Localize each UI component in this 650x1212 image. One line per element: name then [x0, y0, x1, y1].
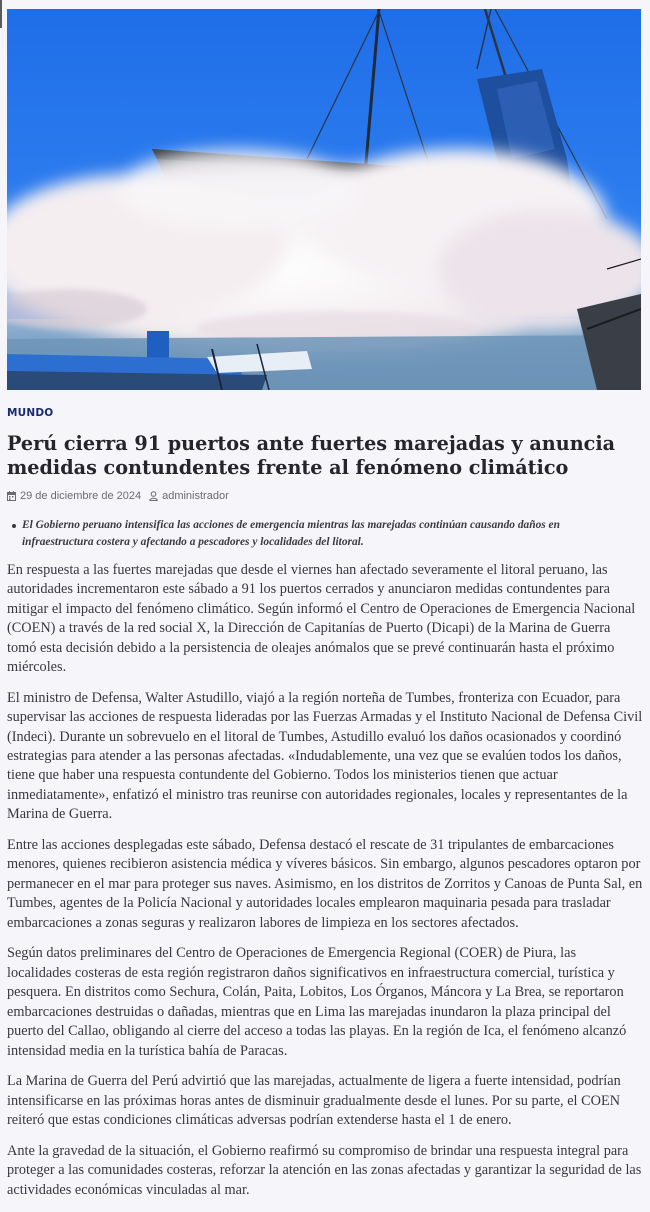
article-paragraph: Entre las acciones desplegadas este sábado, Defensa destacó el rescate de 31 tripulantes de embarcaciones menores, quienes recibieron asistencia médica y víveres básicos. Sin embargo, algunos pescadores optaron por permanecer en el mar para proteger sus naves. Asimismo, en los distritos de Zorritos y Canoas de Punta Sal, en Tumbes, agentes de la Policía Nacional y autoridades locales emplearon maquinaria pesada para trasladar embarcaciones a zonas seguras y realizaron labores de limpieza en los sectores afectados. [7, 837, 643, 931]
article-author-link[interactable]: administrador [162, 490, 229, 502]
bullet-icon [12, 524, 16, 528]
article-date: 29 de diciembre de 2024 [20, 490, 142, 502]
left-edge-bar [0, 0, 2, 28]
article-meta [7, 490, 229, 502]
article-paragraph: El ministro de Defensa, Walter Astudillo, viajó a la región norteña de Tumbes, fronteriza con Ecuador, para supervisar las acciones de respuesta lideradas por las Fuerzas Armadas y el Instituto Nacional de Defensa Civil (Indeci). Durante un sobrevuelo en el litoral de Tumbes, Astudillo evaluó los daños ocasionados y coordinó estrategias para atender a las personas afectadas. «Indudablemente, una vez que se evalúen todos los daños, tiene que haber una respuesta contundente del Gobierno. Todos los ministerios tienen que actuar inmediatamente», enfatizó el ministro tras reunirse con autoridades regionales, locales y representantes de la Marina de Guerra. [7, 689, 643, 823]
article-summary [10, 517, 630, 550]
article-title: Perú cierra 91 puertos ante fuertes marejadas y anuncia medidas contundentes frente al fenómeno climático [7, 432, 616, 479]
article-paragraph: En respuesta a las fuertes marejadas que desde el viernes han afectado severamente el litoral peruano, las autoridades incrementaron este sábado a 91 los puertos cerrados y anunciaron medidas contundentes para mitigar el impacto del fenómeno climático. Según informó el Centro de Operaciones de Emergencia Nacional (COEN) a través de la red social X, la Dirección de Capitanías de Puerto (Dicapi) de la Marina de Guerra tomó esta decisión debido a la persistencia de oleajes anómalos que se prevé continuarán hasta el próximo miércoles. [7, 562, 636, 676]
article-paragraph: Ante la gravedad de la situación, el Gobierno reafirmó su compromiso de brindar una respuesta integral para proteger a las comunidades costeras, reforzar la atención en las zonas afectadas y garantizar la seguridad de las actividades económicas vinculadas al mar. [7, 1142, 642, 1198]
category-link[interactable]: MUNDO [7, 407, 54, 419]
summary-item [10, 517, 630, 550]
hero-image [7, 9, 641, 390]
article-paragraph: Según datos preliminares del Centro de Operaciones de Emergencia Regional (COER) de Piura, las localidades costeras de esta región registraron daños significativos en infraestructura comercial, turística y pesquera. En distritos como Sechura, Colán, Paita, Lobitos, Los Órganos, Máncora y La Brea, se reportaron embarcaciones destruidas o dañadas, mientras que en Lima las marejadas inundaron la plaza principal del puerto del Callao, obligando al cierre del acceso a todas las playas. En la región de Ica, el fenómeno alcanzó intensidad media en la turística bahía de Paracas. [7, 945, 627, 1059]
article-paragraph: La Marina de Guerra del Perú advirtió que las marejadas, actualmente de ligera a fuerte intensidad, podrían intensificarse en las próximas horas antes de disminuir gradualmente desde el lunes. Por su parte, el COEN reiteró que estas condiciones climáticas adversas podrían extenderse hasta el 1 de enero. [7, 1073, 621, 1129]
article-body [7, 561, 643, 1212]
user-icon [149, 491, 158, 501]
summary-text: El Gobierno peruano intensifica las acciones de emergencia mientras las marejadas continúan causando daños en infraestructura costera y afectando a pescadores y localidades del litoral. [22, 519, 560, 548]
calendar-icon [7, 491, 16, 501]
